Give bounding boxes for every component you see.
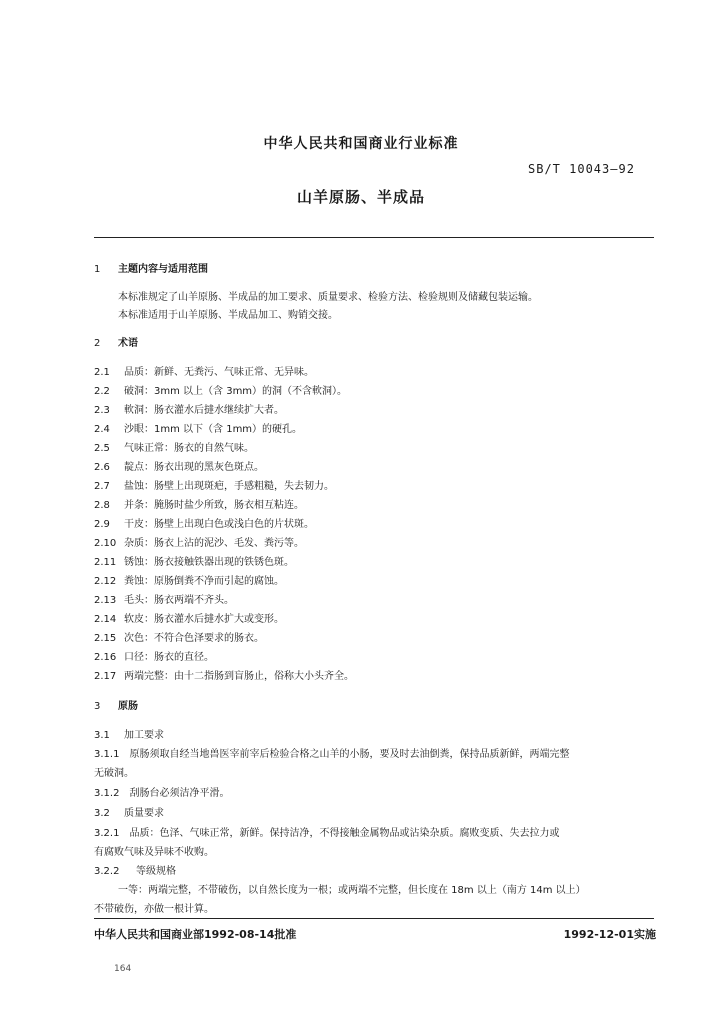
- term-item: [94, 572, 284, 587]
- term-text: 沙眼：1mm 以下（含 1mm）的硬孔。: [124, 424, 303, 435]
- term-number: 2.8: [94, 500, 110, 511]
- term-text: 软皮：肠衣灌水后撻水扩大或变形。: [124, 614, 284, 625]
- term-item: [94, 534, 304, 549]
- footer-rule: [94, 918, 654, 919]
- term-number: 2.13: [94, 595, 117, 606]
- term-number: 2.12: [94, 576, 117, 587]
- term-text: 口径：肠衣的直径。: [124, 652, 214, 663]
- term-number: 2.1: [94, 367, 110, 378]
- section-3-number: 3: [94, 701, 101, 712]
- term-item: [94, 363, 314, 378]
- term-text: 干皮：肠壁上出现白色或浅白色的片状斑。: [124, 519, 314, 530]
- term-item: [94, 477, 334, 492]
- term-text: 軟洞：肠衣灌水后撻水继续扩大者。: [124, 405, 284, 416]
- subsection-3-2: [94, 804, 164, 819]
- term-text: 粪蚀：原肠倒粪不净而引起的腐蚀。: [124, 576, 284, 587]
- section-1-number: 1: [94, 264, 101, 275]
- subsection-title: 加工要求: [124, 730, 164, 741]
- section-2-number: 2: [94, 338, 101, 349]
- term-item: [94, 648, 214, 663]
- section-2-heading: [94, 334, 138, 349]
- term-number: 2.6: [94, 462, 110, 473]
- section-1-paragraph: 本标准适用于山羊原肠、半成品加工、购销交接。: [118, 310, 338, 321]
- term-text: 品质：新鲜、无粪污、气味正常、无异味。: [124, 367, 314, 378]
- term-text: 盐蚀：肠壁上出现斑疤，手感粗糙，失去韧力。: [124, 481, 334, 492]
- term-text: 毛头：肠衣两端不齐头。: [124, 595, 234, 606]
- subsection-number: 3.1: [94, 730, 110, 741]
- term-item: [94, 629, 264, 644]
- implementation-date: 1992-12-01实施: [563, 928, 656, 941]
- term-text: 气味正常：肠衣的自然气味。: [124, 443, 254, 454]
- term-item: [94, 553, 294, 568]
- subsection-3-1: [94, 726, 164, 741]
- term-number: 2.17: [94, 671, 117, 682]
- document-title: 山羊原肠、半成品: [296, 188, 425, 206]
- term-item: [94, 496, 304, 511]
- term-item: [94, 458, 264, 473]
- term-number: 2.7: [94, 481, 110, 492]
- section-2-title: 术语: [118, 338, 138, 349]
- header-rule: [94, 237, 654, 238]
- approval-line: 中华人民共和国商业部1992-08-14批准: [94, 928, 297, 941]
- subsection-number: 3.2: [94, 808, 110, 819]
- term-text: 杂质：肠衣上沾的泥沙、毛发、粪污等。: [124, 538, 304, 549]
- term-number: 2.10: [94, 538, 117, 549]
- term-text: 并条：腌肠时盐少所致，肠衣相互粘连。: [124, 500, 304, 511]
- clause-3-1-2: 3.1.2 刮肠台必须洁净平滑。: [94, 788, 230, 799]
- term-number: 2.9: [94, 519, 110, 530]
- section-3-heading: [94, 697, 138, 712]
- term-item: [94, 515, 314, 530]
- term-number: 2.2: [94, 386, 110, 397]
- page-number: 164: [114, 964, 132, 974]
- term-text: 次色：不符合色泽要求的肠衣。: [124, 633, 264, 644]
- standard-category-title: 中华人民共和国商业行业标准: [263, 136, 459, 152]
- term-text: 两端完整：由十二指肠到盲肠止，俗称大小头齐全。: [124, 671, 354, 682]
- term-number: 2.15: [94, 633, 117, 644]
- term-number: 2.3: [94, 405, 110, 416]
- term-number: 2.14: [94, 614, 117, 625]
- term-item: [94, 382, 347, 397]
- section-1-title: 主题内容与适用范围: [118, 264, 208, 275]
- clause-3-2-1-line-2: 有腐败气味及异味不收购。: [94, 847, 214, 858]
- clause-3-2-2: [94, 862, 176, 877]
- standard-code: SB/T 10043—92: [528, 162, 635, 176]
- clause-3-1-1-line-2: 无破洞。: [94, 768, 134, 779]
- term-item: [94, 439, 254, 454]
- term-number: 2.5: [94, 443, 110, 454]
- term-item: [94, 610, 284, 625]
- term-item: [94, 420, 302, 435]
- term-item: [94, 591, 234, 606]
- term-text: 靛点：肠衣出现的黑灰色斑点。: [124, 462, 264, 473]
- clause-3-2-1-line-1: 3.2.1 品质：色泽、气味正常，新鲜。保持洁净，不得接触金属物品或沾染杂质。腐败变质、失去拉力或: [94, 828, 560, 839]
- subsection-title: 质量要求: [124, 808, 164, 819]
- term-number: 2.4: [94, 424, 110, 435]
- term-text: 锈蚀：肠衣接触铁器出现的铁锈色斑。: [124, 557, 294, 568]
- clause-3-1-1-line-1: 3.1.1 原肠须取自经当地兽医宰前宰后检验合格之山羊的小肠，要及时去油倒粪，保持品质新鲜，两端完整: [94, 749, 570, 760]
- section-3-title: 原肠: [118, 701, 138, 712]
- clause-title: 等级规格: [136, 866, 176, 877]
- term-item: [94, 667, 354, 682]
- term-number: 2.16: [94, 652, 117, 663]
- section-1-heading: [94, 260, 208, 275]
- grade-line-2: 不带破伤，亦做一根计算。: [94, 904, 214, 915]
- clause-number: 3.2.2: [94, 866, 120, 877]
- term-number: 2.11: [94, 557, 117, 568]
- grade-line-1: 一等：两端完整，不带破伤，以自然长度为一根；或两端不完整，但长度在 18m 以上（南方 14m 以上）: [118, 885, 586, 896]
- section-1-paragraph: 本标准规定了山羊原肠、半成品的加工要求、质量要求、检验方法、检验规则及储藏包装运输。: [118, 292, 538, 303]
- term-text: 破洞：3mm 以上（含 3mm）的洞（不含軟洞）。: [124, 386, 348, 397]
- term-item: [94, 401, 284, 416]
